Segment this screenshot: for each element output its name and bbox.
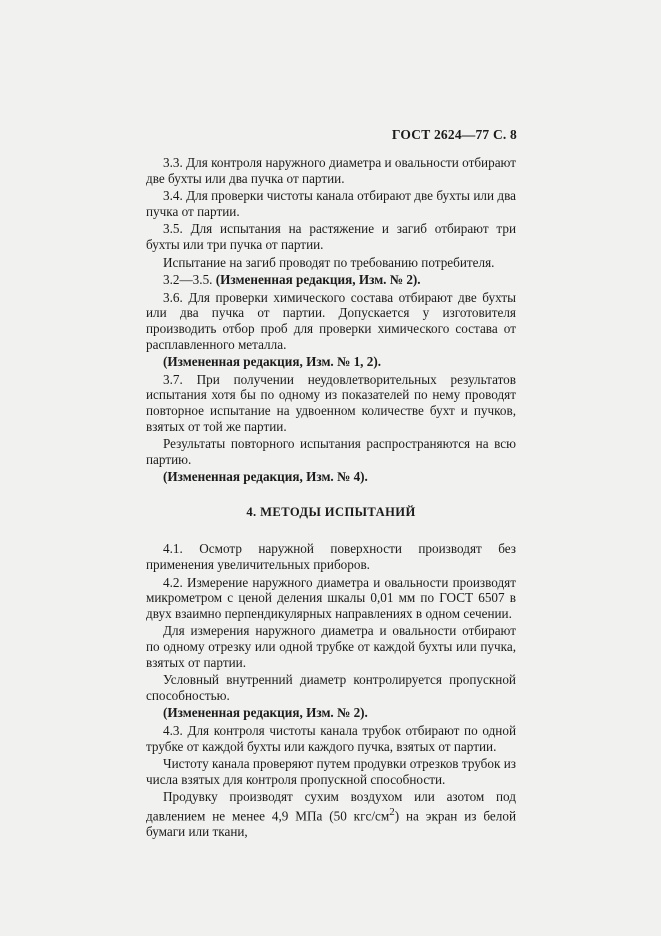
paragraph-3-5: 3.5. Для испытания на растяжение и загиб отбирают три бухты или три пучка от партии. [146, 221, 516, 252]
paragraph-bend-test: Испытание на загиб проводят по требованию потребителя. [163, 254, 495, 270]
revision-note: (Измененная редакция, Изм. № 1, 2). [163, 354, 382, 370]
paragraph-3-7: 3.7. При получении неудовлетворительных результатов испытания хотя бы по одному из показателей по нему проводят повторное испытание на удвоенном количестве бухт и пучков, взятых от той же партии. [146, 371, 516, 434]
paragraph-4-2: 4.2. Измерение наружного диаметра и овальности производят микрометром с ценой деления шкалы 0,01 мм по ГОСТ 6507 в двух взаимно перпендикулярных направлениях в одном сечении. [146, 574, 516, 621]
paragraph-4-1: 4.1. Осмотр наружной поверхности производят без применения увеличительных приборов. [146, 541, 516, 573]
paragraph-retest-results: Результаты повторного испытания распространяются на всю партию. [146, 436, 516, 467]
paragraph-revision-3-2-3-5 [146, 272, 516, 288]
revision-note: (Измененная редакция, Изм. № 2). [215, 272, 421, 288]
paragraph-inner-diameter: Условный внутренний диаметр контролируется пропускной способностью. [146, 672, 516, 703]
revision-note: (Измененная редакция, Изм. № 2). [163, 705, 368, 721]
paragraph-3-4: 3.4. Для проверки чистоты канала отбирают две бухты или два пучка от партии. [146, 188, 516, 219]
running-head: ГОСТ 2624—77 С. 8 [391, 127, 517, 142]
paragraph-measurement-sampling: Для измерения наружного диаметра и овальности отбирают по одному отрезку или одной трубке от каждой бухты или пучка, взятых от партии. [146, 623, 516, 670]
section-heading: 4. МЕТОДЫ ИСПЫТАНИЙ [246, 504, 416, 519]
blowing-text-end: ) на экран из белой бумаги или ткани, [146, 808, 516, 839]
paragraph-3-6: 3.6. Для проверки химического состава отбирают две бухты или два пучка от партии. Допускается у изготовителя производить отбор проб для проверки химического состава от расплавленного металла. [146, 289, 516, 352]
paragraph-3-3: 3.3. Для контроля наружного диаметра и овальности отбирают две бухты или два пучка от партии. [146, 155, 516, 186]
revision-note: (Измененная редакция, Изм. № 4). [163, 469, 368, 485]
paragraph-blowing [146, 789, 516, 839]
blowing-text: Продувку производят сухим воздухом или азотом под давлением не менее 4,9 МПа (50 кгс/см [146, 789, 516, 824]
paragraph-4-3: 4.3. Для контроля чистоты канала трубок отбирают по одной трубке от каждой бухты или каждого пучка, взятых от партии. [146, 723, 516, 754]
unit-superscript: 2 [389, 805, 395, 818]
page-body [146, 155, 516, 840]
revision-range: 3.2—3.5. [163, 272, 216, 288]
paragraph-channel-check: Чистоту канала проверяют путем продувки отрезков трубок из числа взятых для контроля пропускной способности. [146, 756, 516, 787]
